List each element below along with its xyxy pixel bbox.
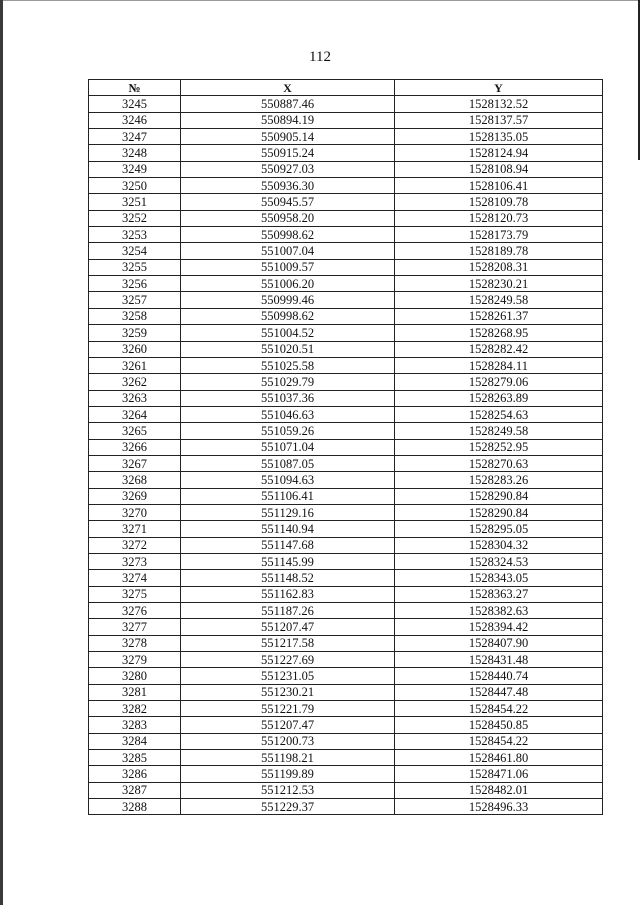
cell-x: 551229.37 bbox=[181, 799, 395, 815]
cell-y: 1528394.42 bbox=[395, 619, 603, 635]
cell-y: 1528230.21 bbox=[395, 276, 603, 292]
cell-number: 3270 bbox=[89, 504, 181, 520]
cell-y: 1528283.26 bbox=[395, 472, 603, 488]
cell-x: 551147.68 bbox=[181, 537, 395, 553]
cell-x: 551025.58 bbox=[181, 357, 395, 373]
table-row bbox=[89, 325, 603, 341]
table-row bbox=[89, 619, 603, 635]
cell-number: 3249 bbox=[89, 161, 181, 177]
cell-number: 3261 bbox=[89, 357, 181, 373]
cell-number: 3260 bbox=[89, 341, 181, 357]
cell-number: 3250 bbox=[89, 178, 181, 194]
cell-x: 550998.62 bbox=[181, 227, 395, 243]
cell-y: 1528120.73 bbox=[395, 210, 603, 226]
cell-x: 551007.04 bbox=[181, 243, 395, 259]
cell-number: 3256 bbox=[89, 276, 181, 292]
cell-y: 1528173.79 bbox=[395, 227, 603, 243]
cell-x: 551009.57 bbox=[181, 259, 395, 275]
cell-x: 551106.41 bbox=[181, 488, 395, 504]
cell-x: 550894.19 bbox=[181, 112, 395, 128]
table-row bbox=[89, 472, 603, 488]
header-x: X bbox=[181, 80, 395, 96]
cell-x: 551231.05 bbox=[181, 668, 395, 684]
page-number: 112 bbox=[309, 49, 331, 65]
cell-number: 3252 bbox=[89, 210, 181, 226]
cell-y: 1528249.58 bbox=[395, 292, 603, 308]
table-row bbox=[89, 96, 603, 112]
cell-number: 3276 bbox=[89, 603, 181, 619]
cell-x: 550958.20 bbox=[181, 210, 395, 226]
table-row bbox=[89, 750, 603, 766]
cell-y: 1528496.33 bbox=[395, 799, 603, 815]
cell-y: 1528254.63 bbox=[395, 406, 603, 422]
cell-x: 551037.36 bbox=[181, 390, 395, 406]
cell-y: 1528208.31 bbox=[395, 259, 603, 275]
table-row bbox=[89, 537, 603, 553]
cell-number: 3262 bbox=[89, 374, 181, 390]
cell-number: 3285 bbox=[89, 750, 181, 766]
cell-x: 550905.14 bbox=[181, 129, 395, 145]
cell-number: 3269 bbox=[89, 488, 181, 504]
cell-y: 1528461.80 bbox=[395, 750, 603, 766]
cell-y: 1528284.11 bbox=[395, 357, 603, 373]
cell-y: 1528363.27 bbox=[395, 586, 603, 602]
table-row bbox=[89, 194, 603, 210]
cell-x: 551200.73 bbox=[181, 733, 395, 749]
cell-y: 1528324.53 bbox=[395, 553, 603, 569]
cell-y: 1528454.22 bbox=[395, 701, 603, 717]
table-row bbox=[89, 504, 603, 520]
cell-y: 1528124.94 bbox=[395, 145, 603, 161]
table-header-row bbox=[89, 80, 603, 96]
cell-y: 1528109.78 bbox=[395, 194, 603, 210]
cell-x: 551029.79 bbox=[181, 374, 395, 390]
cell-x: 551148.52 bbox=[181, 570, 395, 586]
table-row bbox=[89, 439, 603, 455]
table-row bbox=[89, 112, 603, 128]
cell-y: 1528407.90 bbox=[395, 635, 603, 651]
cell-x: 551227.69 bbox=[181, 652, 395, 668]
cell-number: 3277 bbox=[89, 619, 181, 635]
cell-y: 1528261.37 bbox=[395, 308, 603, 324]
table-row bbox=[89, 521, 603, 537]
cell-x: 551162.83 bbox=[181, 586, 395, 602]
table-row bbox=[89, 586, 603, 602]
cell-x: 551006.20 bbox=[181, 276, 395, 292]
cell-number: 3284 bbox=[89, 733, 181, 749]
table-row bbox=[89, 243, 603, 259]
cell-x: 551094.63 bbox=[181, 472, 395, 488]
cell-x: 551212.53 bbox=[181, 782, 395, 798]
cell-x: 551046.63 bbox=[181, 406, 395, 422]
cell-number: 3254 bbox=[89, 243, 181, 259]
cell-x: 551207.47 bbox=[181, 619, 395, 635]
cell-number: 3282 bbox=[89, 701, 181, 717]
cell-number: 3279 bbox=[89, 652, 181, 668]
cell-x: 551087.05 bbox=[181, 455, 395, 471]
cell-y: 1528252.95 bbox=[395, 439, 603, 455]
table-row bbox=[89, 668, 603, 684]
cell-x: 551129.16 bbox=[181, 504, 395, 520]
cell-number: 3259 bbox=[89, 325, 181, 341]
cell-number: 3272 bbox=[89, 537, 181, 553]
table-row bbox=[89, 357, 603, 373]
scan-edge-top bbox=[0, 0, 640, 1]
cell-x: 551230.21 bbox=[181, 684, 395, 700]
table-row bbox=[89, 684, 603, 700]
table-row bbox=[89, 161, 603, 177]
cell-x: 551198.21 bbox=[181, 750, 395, 766]
cell-number: 3275 bbox=[89, 586, 181, 602]
cell-y: 1528132.52 bbox=[395, 96, 603, 112]
cell-y: 1528135.05 bbox=[395, 129, 603, 145]
table-row bbox=[89, 733, 603, 749]
table-row bbox=[89, 423, 603, 439]
cell-number: 3280 bbox=[89, 668, 181, 684]
cell-number: 3247 bbox=[89, 129, 181, 145]
cell-x: 551207.47 bbox=[181, 717, 395, 733]
cell-number: 3257 bbox=[89, 292, 181, 308]
cell-y: 1528279.06 bbox=[395, 374, 603, 390]
cell-y: 1528482.01 bbox=[395, 782, 603, 798]
cell-number: 3251 bbox=[89, 194, 181, 210]
cell-number: 3255 bbox=[89, 259, 181, 275]
cell-x: 550998.62 bbox=[181, 308, 395, 324]
table-row bbox=[89, 227, 603, 243]
table-row bbox=[89, 276, 603, 292]
table-row bbox=[89, 455, 603, 471]
cell-y: 1528447.48 bbox=[395, 684, 603, 700]
cell-y: 1528108.94 bbox=[395, 161, 603, 177]
table-row bbox=[89, 635, 603, 651]
cell-y: 1528343.05 bbox=[395, 570, 603, 586]
cell-x: 551221.79 bbox=[181, 701, 395, 717]
cell-y: 1528450.85 bbox=[395, 717, 603, 733]
cell-x: 550945.57 bbox=[181, 194, 395, 210]
table-row bbox=[89, 145, 603, 161]
cell-x: 551004.52 bbox=[181, 325, 395, 341]
cell-x: 550915.24 bbox=[181, 145, 395, 161]
table-row bbox=[89, 701, 603, 717]
cell-y: 1528304.32 bbox=[395, 537, 603, 553]
cell-y: 1528189.78 bbox=[395, 243, 603, 259]
cell-number: 3268 bbox=[89, 472, 181, 488]
cell-x: 551020.51 bbox=[181, 341, 395, 357]
cell-number: 3286 bbox=[89, 766, 181, 782]
coordinates-table bbox=[88, 79, 603, 815]
cell-x: 550999.46 bbox=[181, 292, 395, 308]
table-row bbox=[89, 210, 603, 226]
cell-x: 551199.89 bbox=[181, 766, 395, 782]
cell-number: 3283 bbox=[89, 717, 181, 733]
cell-y: 1528249.58 bbox=[395, 423, 603, 439]
cell-y: 1528382.63 bbox=[395, 603, 603, 619]
cell-number: 3264 bbox=[89, 406, 181, 422]
cell-x: 551071.04 bbox=[181, 439, 395, 455]
cell-y: 1528290.84 bbox=[395, 488, 603, 504]
cell-number: 3253 bbox=[89, 227, 181, 243]
cell-y: 1528440.74 bbox=[395, 668, 603, 684]
cell-number: 3245 bbox=[89, 96, 181, 112]
table-row bbox=[89, 129, 603, 145]
table-row bbox=[89, 341, 603, 357]
cell-number: 3273 bbox=[89, 553, 181, 569]
scan-edge-left bbox=[0, 0, 3, 905]
table-row bbox=[89, 766, 603, 782]
table-body bbox=[89, 96, 603, 815]
cell-x: 551217.58 bbox=[181, 635, 395, 651]
table-row bbox=[89, 488, 603, 504]
header-number: № bbox=[89, 80, 181, 96]
cell-y: 1528137.57 bbox=[395, 112, 603, 128]
cell-y: 1528268.95 bbox=[395, 325, 603, 341]
table-row bbox=[89, 390, 603, 406]
table-row bbox=[89, 259, 603, 275]
table-row bbox=[89, 652, 603, 668]
table-row bbox=[89, 799, 603, 815]
cell-number: 3278 bbox=[89, 635, 181, 651]
table-row bbox=[89, 717, 603, 733]
cell-x: 550927.03 bbox=[181, 161, 395, 177]
cell-y: 1528471.06 bbox=[395, 766, 603, 782]
table-row bbox=[89, 406, 603, 422]
table-row bbox=[89, 292, 603, 308]
cell-number: 3271 bbox=[89, 521, 181, 537]
table-row bbox=[89, 782, 603, 798]
cell-x: 551145.99 bbox=[181, 553, 395, 569]
cell-x: 551059.26 bbox=[181, 423, 395, 439]
cell-y: 1528454.22 bbox=[395, 733, 603, 749]
cell-number: 3267 bbox=[89, 455, 181, 471]
cell-number: 3287 bbox=[89, 782, 181, 798]
cell-y: 1528270.63 bbox=[395, 455, 603, 471]
table-row bbox=[89, 178, 603, 194]
cell-x: 550936.30 bbox=[181, 178, 395, 194]
cell-number: 3265 bbox=[89, 423, 181, 439]
cell-x: 550887.46 bbox=[181, 96, 395, 112]
table-row bbox=[89, 374, 603, 390]
cell-y: 1528431.48 bbox=[395, 652, 603, 668]
cell-y: 1528282.42 bbox=[395, 341, 603, 357]
cell-y: 1528106.41 bbox=[395, 178, 603, 194]
cell-x: 551187.26 bbox=[181, 603, 395, 619]
table-row bbox=[89, 553, 603, 569]
cell-y: 1528290.84 bbox=[395, 504, 603, 520]
cell-number: 3266 bbox=[89, 439, 181, 455]
table-row bbox=[89, 603, 603, 619]
header-y: Y bbox=[395, 80, 603, 96]
table-row bbox=[89, 570, 603, 586]
table-row bbox=[89, 308, 603, 324]
cell-number: 3248 bbox=[89, 145, 181, 161]
cell-y: 1528263.89 bbox=[395, 390, 603, 406]
cell-number: 3274 bbox=[89, 570, 181, 586]
cell-y: 1528295.05 bbox=[395, 521, 603, 537]
cell-x: 551140.94 bbox=[181, 521, 395, 537]
cell-number: 3258 bbox=[89, 308, 181, 324]
cell-number: 3288 bbox=[89, 799, 181, 815]
cell-number: 3281 bbox=[89, 684, 181, 700]
cell-number: 3246 bbox=[89, 112, 181, 128]
cell-number: 3263 bbox=[89, 390, 181, 406]
